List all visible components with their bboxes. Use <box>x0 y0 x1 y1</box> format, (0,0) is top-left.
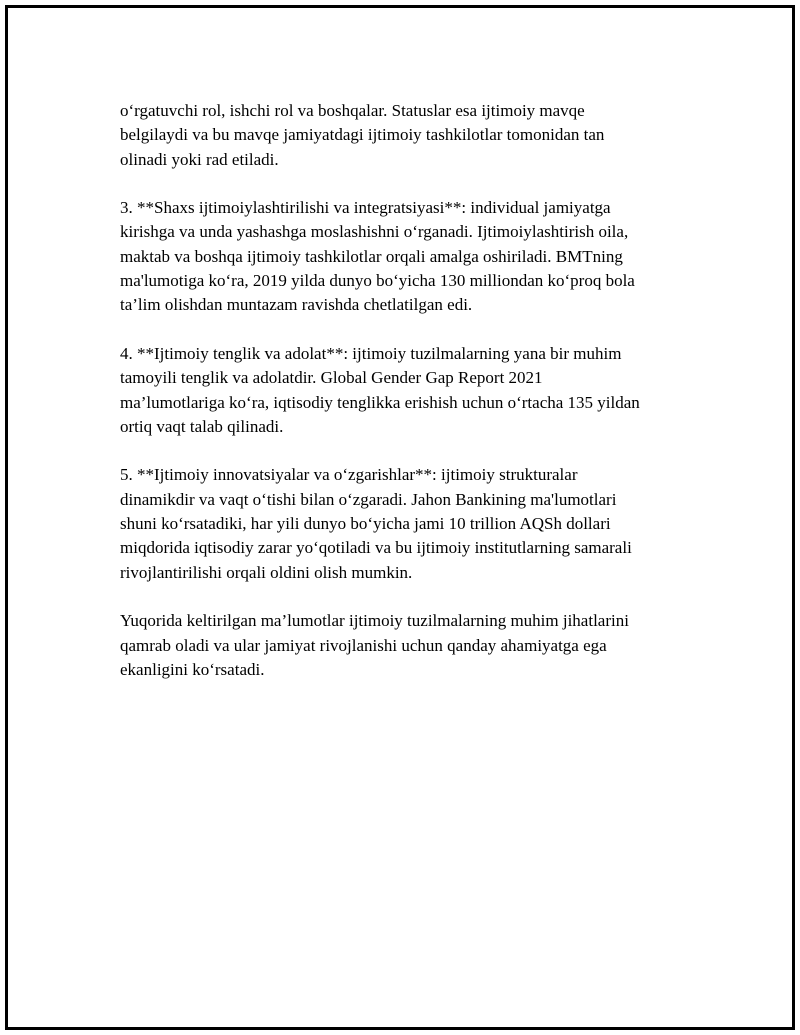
paragraph-innovations-changes: 5. **Ijtimoiy innovatsiyalar va o‘zgarishlar**: ijtimoiy strukturalar dinamikdir va vaqt o‘tishi bilan o‘zgaradi. Jahon Bankining ma'lumotlari shuni ko‘rsatadiki, har yili dunyo bo‘yicha jami 10 trillion AQSh dollari miqdorida iqtisodiy zarar yo‘qotiladi va bu ijtimoiy institutlarning samarali rivojlantirilishi orqali oldini olish mumkin. <box>120 465 632 582</box>
document-body <box>120 99 700 682</box>
page-border <box>5 5 795 1030</box>
paragraph-socialization: 3. **Shaxs ijtimoiylashtirilishi va integratsiyasi**: individual jamiyatga kirishga va unda yashashga moslashishni o‘rganadi. Ijtimoiylashtirish oila, maktab va boshqa ijtimoiy tashkilotlar orqali amalga oshiriladi. BMTning ma'lumotiga ko‘ra, 2019 yilda dunyo bo‘yicha 130 milliondan ko‘proq bola ta’lim olishdan muntazam ravishda chetlatilgan edi. <box>120 198 635 315</box>
paragraph-conclusion: Yuqorida keltirilgan ma’lumotlar ijtimoiy tuzilmalarning muhim jihatlarini qamrab oladi va ular jamiyat rivojlanishi uchun qanday ahamiyatga ega ekanligini ko‘rsatadi. <box>120 611 629 679</box>
paragraph-equality-justice: 4. **Ijtimoiy tenglik va adolat**: ijtimoiy tuzilmalarning yana bir muhim tamoyili tenglik va adolatdir. Global Gender Gap Report 2021 ma’lumotlariga ko‘ra, iqtisodiy tenglikka erishish uchun o‘rtacha 135 yildan ortiq vaqt talab qilinadi. <box>120 343 640 436</box>
paragraph-roles-statuses: o‘rgatuvchi rol, ishchi rol va boshqalar. Statuslar esa ijtimoiy mavqe belgilaydi va bu mavqe jamiyatdagi ijtimoiy tashkilotlar tomonidan tan olinadi yoki rad etiladi. <box>120 101 605 169</box>
